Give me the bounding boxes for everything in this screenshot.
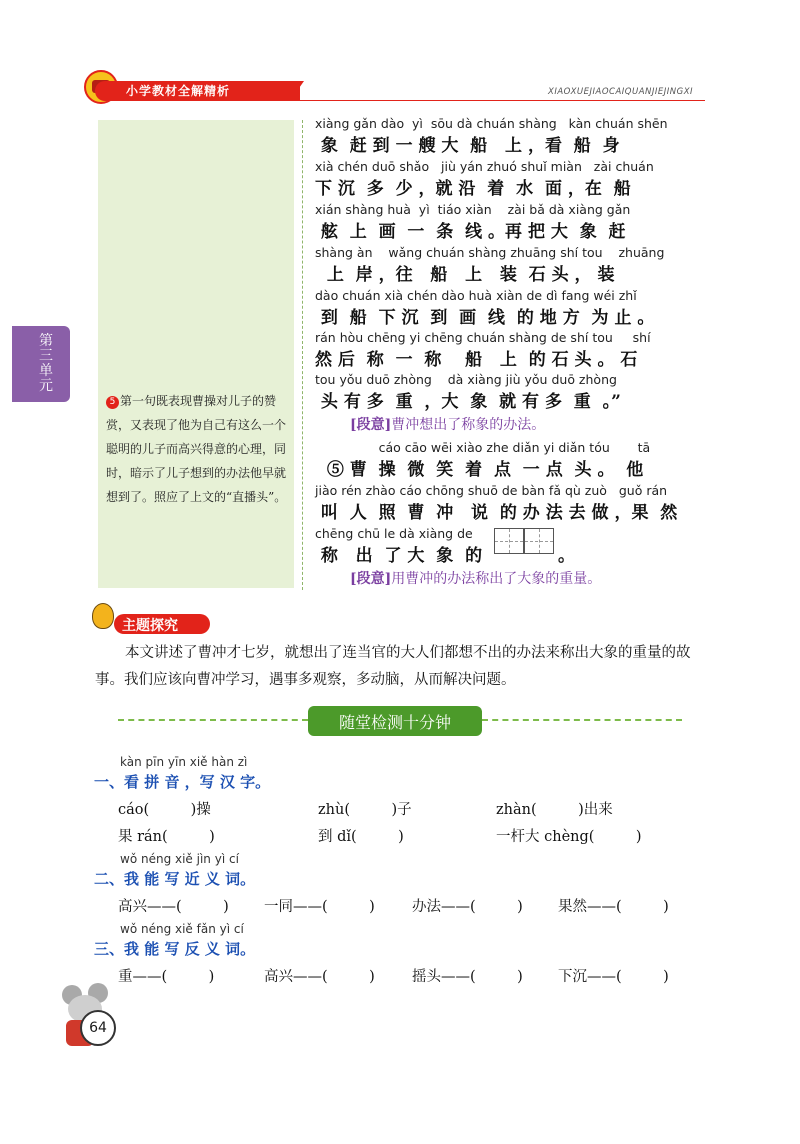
answer-item[interactable]: cáo( )操 [118,802,211,818]
note-number-badge: 5 [106,396,119,409]
grid-cell[interactable] [524,528,554,554]
pinyin-line: jiào rén zhào cáo chōng shuō de bàn fǎ qù zuò guǒ rán [315,483,668,498]
question-pinyin: wǒ néng xiě jìn yì cí [120,852,239,866]
paragraph-gist [350,414,545,434]
answer-item[interactable]: 办法——( ) [412,899,523,915]
header-pinyin-title: XIAOXUEJIAOCAIQUANJIEJINGXI [548,87,694,97]
header-rule [300,100,705,101]
hanzi-line: 到 船 下 沉 到 画 线 的 地 方 为 止 。 [315,308,655,328]
pinyin-line: cáo cāo wēi xiào zhe diǎn yi diǎn tóu tā [315,440,651,455]
theme-body: 本文讲述了曹冲才七岁，就想出了连当官的大人们都想不出的办法来称出大象的重量的故事。我们应该向曹冲学习，遇事多观察，多动脑，从而解决问题。 [95,645,691,688]
answer-item[interactable]: zhù( )子 [318,802,412,818]
unit-side-label: 第三单元 [39,333,53,394]
annotation-box [98,120,294,588]
grid-cell[interactable] [494,528,524,554]
theme-title: 主题探究 [122,618,178,634]
answer-item[interactable]: 下沉——( ) [558,969,669,985]
pinyin-line: xián shàng huà yì tiáo xiàn zài bǎ dà xiàng gǎn [315,202,631,217]
question-pinyin: wǒ néng xiě fǎn yì cí [120,922,244,936]
gist-text: 曹冲想出了称象的办法。 [391,417,546,433]
pinyin-line: xiàng gǎn dào yì sōu dà chuán shàng kàn chuán shēn [315,116,668,131]
hanzi-line: 上 岸 ，往 船 上 装 石 头 ， 装 [315,265,615,285]
hanzi-line: 称 出 了 大 象 的 [315,546,483,566]
quiz-banner-title: 随堂检测十分钟 [338,713,451,732]
answer-item[interactable]: 一杆大 chèng( ) [496,829,642,845]
hanzi-line: 下 沉 多 少 ，就 沿 着 水 面 ，在 船 [315,179,631,199]
answer-grid[interactable] [494,528,554,554]
pinyin-line: tou yǒu duō zhòng dà xiàng jiù yǒu duō zhòng [315,372,617,387]
answer-item[interactable]: zhàn( )出来 [496,802,613,818]
answer-item[interactable]: 摇头——( ) [412,969,523,985]
answer-item[interactable]: 果 rán( ) [118,829,215,845]
gist-label: [段意] [350,417,392,433]
answer-item[interactable]: 重——( ) [118,969,215,985]
header-bar-tip [290,81,304,101]
answer-item[interactable]: 果然——( ) [558,899,669,915]
question-heading: 一、看 拼 音 ，写 汉 字。 [94,773,271,791]
annotation-divider [302,120,303,590]
paragraph-gist [350,568,601,588]
hanzi-line: 象 赶 到 一 艘 大 船 上 ，看 船 身 [315,136,620,156]
answer-item[interactable]: 到 dǐ( ) [318,829,404,845]
question-heading: 三、我 能 写 反 义 词。 [94,940,256,958]
bee-mascot-icon [92,603,114,629]
answer-item[interactable]: 一同——( ) [264,899,375,915]
hanzi-line: 头 有 多 重 ，大 象 就 有 多 重 。” [315,392,621,412]
answer-item[interactable]: 高兴——( ) [264,969,375,985]
banner-dash-right [482,719,682,721]
sentence-end-mark: 。 [558,546,575,566]
question-pinyin: kàn pīn yīn xiě hàn zì [120,755,248,769]
pinyin-line: xià chén duō shǎo jiù yán zhuó shuǐ miàn zài chuán [315,159,654,174]
hanzi-line: 舷 上 画 一 条 线 。再 把 大 象 赶 [315,222,626,242]
header-title: 小学教材全解精析 [126,84,231,98]
page-number: 64 [80,1010,116,1046]
annotation-body: 第一句既表现曹操对儿子的赞赏，又表现了他为自己有这么一个聪明的儿子而高兴得意的心理，同时，暗示了儿子想到的办法他早就想到了。照应了上文的“直播头”。 [106,394,287,504]
pinyin-line: dào chuán xià chén dào huà xiàn de dì fang wéi zhǐ [315,288,637,303]
pinyin-line: rán hòu chēng yi chēng chuán shàng de shí tou shí [315,330,651,345]
annotation-text [106,389,290,509]
gist-label: [段意] [350,571,392,587]
pinyin-line: chēng chū le dà xiàng de [315,526,473,541]
pinyin-line: shàng àn wǎng chuán shàng zhuāng shí tou zhuāng [315,245,665,260]
gist-text: 用曹冲的办法称出了大象的重量。 [391,571,602,587]
question-heading: 二、我 能 写 近 义 词。 [94,870,256,888]
hanzi-line: 然 后 称 一 称 船 上 的 石 头 。 石 [315,350,638,370]
hanzi-line: 叫 人 照 曹 冲 说 的 办 法 去 做 ，果 然 [315,503,678,523]
answer-item[interactable]: 高兴——( ) [118,899,229,915]
banner-dash-left [118,719,308,721]
hanzi-line: ⑤ 曹 操 微 笑 着 点 一 点 头 。 他 [315,460,644,480]
